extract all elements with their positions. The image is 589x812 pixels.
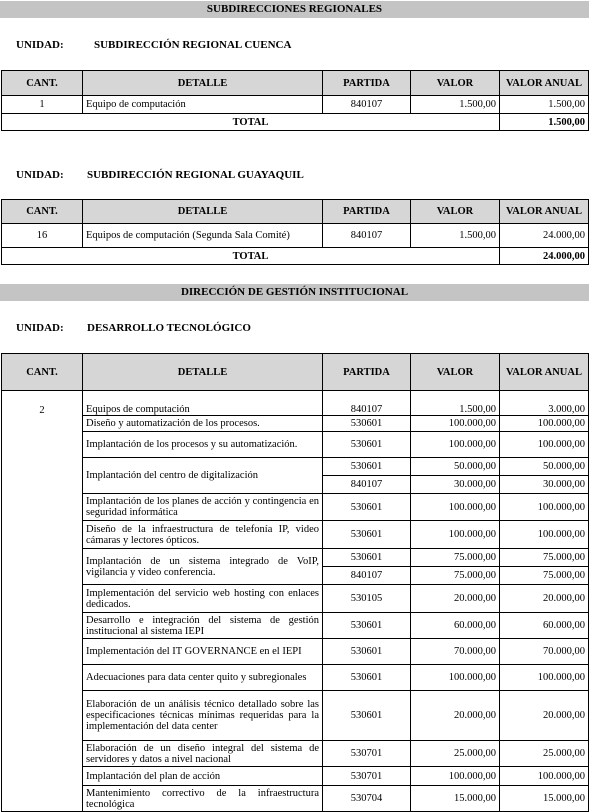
cell-valor: 1.500,00 bbox=[411, 224, 500, 248]
cell-detalle: Equipo de computación bbox=[83, 96, 323, 114]
table-cuenca bbox=[1, 70, 589, 131]
cell-valor: 50.000,00 bbox=[411, 458, 500, 476]
cell-valor-anual: 100.000,00 bbox=[500, 767, 589, 786]
cell-valor-anual: 50.000,00 bbox=[500, 458, 589, 476]
cell-valor-anual: 20.000,00 bbox=[500, 585, 589, 613]
header-valor: VALOR bbox=[411, 71, 500, 96]
cell-valor: 75.000,00 bbox=[411, 549, 500, 567]
cell-partida: 840107 bbox=[323, 476, 411, 494]
table-row bbox=[2, 224, 589, 248]
header-detalle: DETALLE bbox=[83, 354, 323, 391]
cell-partida: 530601 bbox=[323, 521, 411, 549]
cell-valor-anual: 100.000,00 bbox=[500, 432, 589, 458]
cell-partida: 840107 bbox=[323, 391, 411, 416]
cell-valor: 100.000,00 bbox=[411, 521, 500, 549]
table-row bbox=[2, 458, 589, 476]
header-cant: CANT. bbox=[2, 71, 83, 96]
table-header-row bbox=[2, 200, 589, 224]
header-partida: PARTIDA bbox=[323, 71, 411, 96]
cell-valor-anual: 3.000,00 bbox=[500, 391, 589, 416]
cell-valor-anual: 100.000,00 bbox=[500, 521, 589, 549]
cell-valor: 20.000,00 bbox=[411, 691, 500, 741]
cell-detalle: Equipos de computación bbox=[83, 391, 323, 416]
cell-valor-anual: 60.000,00 bbox=[500, 613, 589, 639]
cell-valor-anual: 1.500,00 bbox=[500, 96, 589, 114]
cell-detalle: Elaboración de un análisis técnico detallado sobre las especificaciones técnicas mínimas requeridas para la implementación del data center bbox=[83, 691, 323, 741]
unit-line-cuenca bbox=[16, 38, 291, 52]
cell-valor-anual: 70.000,00 bbox=[500, 639, 589, 665]
cell-cant bbox=[2, 639, 83, 665]
total-label: TOTAL bbox=[2, 114, 500, 131]
header-valor-anual: VALOR ANUAL bbox=[500, 354, 589, 391]
unit-line-guayaquil bbox=[16, 168, 304, 182]
table-row bbox=[2, 665, 589, 691]
cell-valor: 75.000,00 bbox=[411, 567, 500, 585]
cell-detalle: Elaboración de un diseño integral del sistema de servidores y datos a nivel nacional bbox=[83, 741, 323, 767]
cell-partida: 530601 bbox=[323, 665, 411, 691]
cell-cant bbox=[2, 585, 83, 613]
header-detalle: DETALLE bbox=[83, 71, 323, 96]
cell-partida: 530601 bbox=[323, 458, 411, 476]
cell-valor-anual: 75.000,00 bbox=[500, 549, 589, 567]
cell-detalle: Implantación de un sistema integrado de VoIP, vigilancia y video conferencia. bbox=[83, 549, 323, 585]
cell-detalle: Implementación del IT GOVERNANCE en el IEPI bbox=[83, 639, 323, 665]
cell-detalle: Desarrollo e integración del sistema de gestión institucional al sistema IEPI bbox=[83, 613, 323, 639]
header-partida: PARTIDA bbox=[323, 200, 411, 224]
cell-valor-anual: 100.000,00 bbox=[500, 665, 589, 691]
header-partida: PARTIDA bbox=[323, 354, 411, 391]
cell-cant bbox=[2, 416, 83, 432]
cell-detalle: Implantación de los procesos y su automatización. bbox=[83, 432, 323, 458]
cell-cant bbox=[2, 613, 83, 639]
cell-cant bbox=[2, 521, 83, 549]
table-row bbox=[2, 96, 589, 114]
cell-valor-anual: 15.000,00 bbox=[500, 786, 589, 812]
table-row bbox=[2, 613, 589, 639]
cell-valor-anual: 20.000,00 bbox=[500, 691, 589, 741]
cell-detalle: Implementación del servicio web hosting con enlaces dedicados. bbox=[83, 585, 323, 613]
cell-detalle: Mantenimiento correctivo de la infraestructura tecnológica bbox=[83, 786, 323, 812]
cell-valor-anual: 24.000,00 bbox=[500, 224, 589, 248]
section-title-regional: SUBDIRECCIONES REGIONALES bbox=[0, 1, 589, 18]
cell-cant bbox=[2, 432, 83, 458]
table-row bbox=[2, 549, 589, 567]
cell-partida: 530601 bbox=[323, 549, 411, 567]
total-row bbox=[2, 248, 589, 265]
cell-valor: 100.000,00 bbox=[411, 432, 500, 458]
cell-cant: 2 bbox=[2, 391, 83, 416]
header-valor: VALOR bbox=[411, 200, 500, 224]
cell-partida: 840107 bbox=[323, 224, 411, 248]
cell-valor: 25.000,00 bbox=[411, 741, 500, 767]
unit-label: UNIDAD: bbox=[16, 39, 64, 51]
cell-partida: 840107 bbox=[323, 96, 411, 114]
cell-valor: 15.000,00 bbox=[411, 786, 500, 812]
header-detalle: DETALLE bbox=[83, 200, 323, 224]
cell-cant: 16 bbox=[2, 224, 83, 248]
table-row bbox=[2, 767, 589, 786]
table-row bbox=[2, 691, 589, 741]
cell-cant: 1 bbox=[2, 96, 83, 114]
table-row bbox=[2, 416, 589, 432]
table-row bbox=[2, 786, 589, 812]
cell-valor-anual: 75.000,00 bbox=[500, 567, 589, 585]
table-row bbox=[2, 741, 589, 767]
unit-name: SUBDIRECCIÓN REGIONAL CUENCA bbox=[94, 39, 292, 51]
cell-valor: 100.000,00 bbox=[411, 665, 500, 691]
cell-detalle: Equipos de computación (Segunda Sala Comité) bbox=[83, 224, 323, 248]
total-row bbox=[2, 114, 589, 131]
cell-valor-anual: 30.000,00 bbox=[500, 476, 589, 494]
cell-partida: 530601 bbox=[323, 432, 411, 458]
total-label: TOTAL bbox=[2, 248, 500, 265]
header-cant: CANT. bbox=[2, 200, 83, 224]
cell-detalle: Adecuaciones para data center quito y subregionales bbox=[83, 665, 323, 691]
cell-detalle: Implantación del centro de digitalización bbox=[83, 458, 323, 494]
header-valor-anual: VALOR ANUAL bbox=[500, 200, 589, 224]
cell-cant bbox=[2, 741, 83, 767]
cell-valor: 70.000,00 bbox=[411, 639, 500, 665]
table-header-row bbox=[2, 354, 589, 391]
cell-valor: 100.000,00 bbox=[411, 767, 500, 786]
cell-detalle: Implantación de los planes de acción y contingencia en seguridad informática bbox=[83, 494, 323, 521]
header-valor-anual: VALOR ANUAL bbox=[500, 71, 589, 96]
section-title-gestion: DIRECCIÓN DE GESTIÓN INSTITUCIONAL bbox=[0, 284, 589, 301]
unit-name: DESARROLLO TECNOLÓGICO bbox=[87, 322, 251, 334]
cell-partida: 530704 bbox=[323, 786, 411, 812]
header-cant: CANT. bbox=[2, 354, 83, 391]
cell-detalle: Implantación del plan de acción bbox=[83, 767, 323, 786]
cell-partida: 530601 bbox=[323, 639, 411, 665]
table-header-row bbox=[2, 71, 589, 96]
cell-partida: 530601 bbox=[323, 691, 411, 741]
table-tecnologico bbox=[1, 353, 589, 812]
table-row bbox=[2, 585, 589, 613]
cell-partida: 530701 bbox=[323, 741, 411, 767]
table-row bbox=[2, 391, 589, 416]
table-row bbox=[2, 432, 589, 458]
cell-cant bbox=[2, 549, 83, 585]
cell-valor-anual: 100.000,00 bbox=[500, 494, 589, 521]
total-value: 1.500,00 bbox=[500, 114, 589, 131]
cell-partida: 530601 bbox=[323, 494, 411, 521]
cell-cant bbox=[2, 691, 83, 741]
cell-cant bbox=[2, 458, 83, 494]
cell-valor: 20.000,00 bbox=[411, 585, 500, 613]
cell-cant bbox=[2, 665, 83, 691]
unit-label: UNIDAD: bbox=[16, 322, 64, 334]
unit-line-tecnologico bbox=[16, 321, 251, 335]
table-row bbox=[2, 639, 589, 665]
cell-valor: 1.500,00 bbox=[411, 96, 500, 114]
cell-partida: 840107 bbox=[323, 567, 411, 585]
cell-valor: 100.000,00 bbox=[411, 494, 500, 521]
cell-partida: 530601 bbox=[323, 613, 411, 639]
cell-valor: 1.500,00 bbox=[411, 391, 500, 416]
cell-cant bbox=[2, 494, 83, 521]
table-row bbox=[2, 521, 589, 549]
cell-valor: 30.000,00 bbox=[411, 476, 500, 494]
unit-label: UNIDAD: bbox=[16, 169, 64, 181]
cell-partida: 530601 bbox=[323, 416, 411, 432]
cell-valor: 60.000,00 bbox=[411, 613, 500, 639]
cell-cant bbox=[2, 786, 83, 812]
total-value: 24.000,00 bbox=[500, 248, 589, 265]
cell-partida: 530105 bbox=[323, 585, 411, 613]
table-guayaquil bbox=[1, 199, 589, 265]
table-row bbox=[2, 494, 589, 521]
cell-valor: 100.000,00 bbox=[411, 416, 500, 432]
cell-cant bbox=[2, 767, 83, 786]
cell-valor-anual: 25.000,00 bbox=[500, 741, 589, 767]
cell-partida: 530701 bbox=[323, 767, 411, 786]
cell-detalle: Diseño de la infraestructura de telefonía IP, video cámaras y lectores ópticos. bbox=[83, 521, 323, 549]
cell-detalle: Diseño y automatización de los procesos. bbox=[83, 416, 323, 432]
cell-valor-anual: 100.000,00 bbox=[500, 416, 589, 432]
header-valor: VALOR bbox=[411, 354, 500, 391]
unit-name: SUBDIRECCIÓN REGIONAL GUAYAQUIL bbox=[87, 169, 304, 181]
